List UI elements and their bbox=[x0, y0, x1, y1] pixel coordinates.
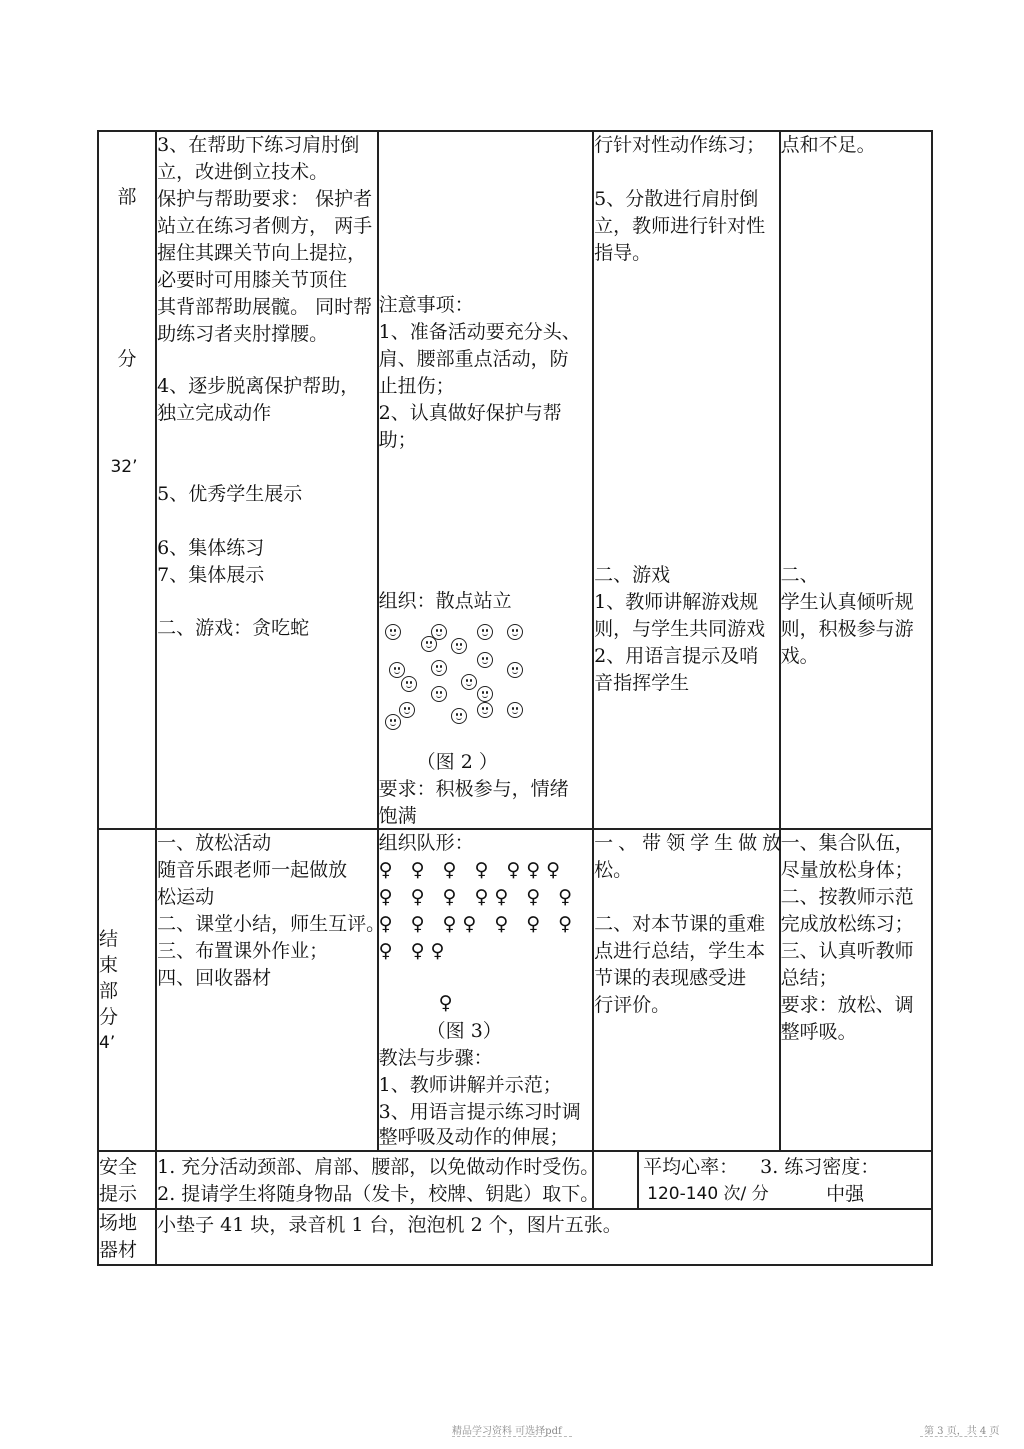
teacher-line: 立，教师进行针对性 bbox=[594, 215, 766, 237]
ending-content-cell bbox=[156, 829, 386, 1151]
content-line: 立，改进倒立技术。 bbox=[157, 161, 329, 183]
smiley-icon bbox=[399, 702, 415, 718]
student-line: 整呼吸。 bbox=[780, 1021, 857, 1043]
content-line: 握住其踝关节向上提拉， bbox=[157, 242, 367, 264]
student-line: 要求：放松、调 bbox=[780, 994, 914, 1016]
requirement-line: 饱满 bbox=[378, 805, 417, 827]
footer-page-number: 第 3 页，共 4 页 bbox=[924, 1426, 1000, 1437]
basic-label-1: 部 bbox=[117, 186, 137, 208]
smiley-icon bbox=[477, 702, 493, 718]
heart-rate-value: 120-140 次/ 分 bbox=[647, 1184, 769, 1204]
equipment-row bbox=[98, 1209, 932, 1265]
heart-rate-label: 平均心率： bbox=[643, 1156, 739, 1178]
content-line: 二、游戏：贪吃蛇 bbox=[157, 617, 310, 639]
content-line: 随音乐跟老师一起做放 bbox=[157, 859, 348, 881]
teacher-line: 节课的表现感受进 bbox=[594, 967, 747, 989]
requirement-line: 要求：积极参与，情绪 bbox=[378, 778, 569, 800]
smiley-icon bbox=[461, 674, 477, 690]
equipment-label bbox=[98, 1209, 156, 1265]
teacher-line: 一、带领学生做放 bbox=[594, 832, 787, 854]
content-line: 5、优秀学生展示 bbox=[157, 483, 303, 505]
figure-3-caption: （图 3） bbox=[426, 1020, 502, 1042]
lesson-plan-table bbox=[97, 130, 933, 1266]
smiley-icon bbox=[421, 636, 437, 652]
basic-part-label bbox=[98, 131, 156, 829]
teacher-line: 则，与学生共同游戏 bbox=[594, 618, 766, 640]
teacher-line: 1、教师讲解游戏规 bbox=[594, 591, 759, 613]
teacher-line: 二、游戏 bbox=[594, 564, 671, 586]
teacher-line: 行针对性动作练习； bbox=[594, 134, 766, 156]
smiley-icon bbox=[477, 652, 493, 668]
method-line: 教法与步骤： bbox=[378, 1047, 493, 1069]
content-line: 二、课堂小结，师生互评。 bbox=[157, 913, 386, 935]
basic-part-row bbox=[98, 131, 932, 829]
teacher-line: 5、分散进行肩肘倒 bbox=[594, 188, 759, 210]
basic-label-2: 分 bbox=[117, 348, 137, 370]
content-line: 保护与帮助要求： 保护者 bbox=[157, 188, 373, 210]
smiley-icon bbox=[401, 676, 417, 692]
scatter-formation-figure bbox=[379, 622, 594, 732]
content-line: 独立完成动作 bbox=[157, 402, 272, 424]
org-line: 肩、腰部重点活动，防 bbox=[378, 348, 569, 370]
teacher-line: 行评价。 bbox=[594, 994, 671, 1016]
teacher-line: 松。 bbox=[594, 859, 633, 881]
content-line: 三、布置课外作业； bbox=[157, 940, 329, 962]
student-line: 点和不足。 bbox=[780, 134, 876, 156]
smiley-icon bbox=[507, 624, 523, 640]
formation-row: ♀ ♀ ♀ ♀♀ ♀ ♀ bbox=[378, 886, 579, 908]
ending-teacher-cell bbox=[593, 829, 787, 1151]
student-line: 尽量放松身体； bbox=[780, 859, 914, 881]
teacher-line: 二、对本节课的重难 bbox=[594, 913, 766, 935]
method-line: 3、用语言提示练习时调 bbox=[378, 1101, 581, 1123]
safety-item: 1. 充分活动颈部、肩部、腰部，以免做动作时受伤。 bbox=[157, 1156, 600, 1178]
equipment-text: 小垫子 41 块，录音机 1 台，泡泡机 2 个，图片五张。 bbox=[157, 1214, 622, 1236]
ending-label-5: 4’ bbox=[99, 1033, 116, 1053]
safety-item: 2. 提请学生将随身物品（发卡，校牌、钥匙）取下。 bbox=[157, 1183, 600, 1205]
formation-row: ♀ ♀ ♀♀ ♀ ♀ ♀ bbox=[378, 913, 579, 935]
student-line: 三、认真听教师 bbox=[780, 940, 914, 962]
student-line: 二、按教师示范 bbox=[780, 886, 914, 908]
smiley-icon bbox=[507, 702, 523, 718]
org-line: 助； bbox=[378, 429, 417, 451]
method-line: 1、教师讲解并示范； bbox=[378, 1074, 562, 1096]
smiley-icon bbox=[385, 624, 401, 640]
content-line: 必要时可用膝关节顶住 bbox=[157, 269, 348, 291]
ending-label-3: 部 bbox=[99, 980, 119, 1002]
ending-organization-cell bbox=[378, 829, 594, 1151]
smiley-icon bbox=[431, 660, 447, 676]
formation-row: ♀ ♀♀ bbox=[378, 940, 451, 962]
ending-student-cell bbox=[780, 829, 932, 1151]
content-line: 7、集体展示 bbox=[157, 564, 265, 586]
org-line: 注意事项： bbox=[378, 294, 474, 316]
smiley-icon bbox=[507, 662, 523, 678]
figure-2-caption: （图 2 ） bbox=[416, 751, 498, 773]
formation-title: 组织队形： bbox=[378, 832, 474, 854]
safety-label bbox=[98, 1151, 156, 1209]
ending-part-label bbox=[98, 829, 156, 1151]
smiley-icon bbox=[385, 714, 401, 730]
basic-teacher-cell bbox=[593, 131, 779, 829]
student-line: 学生认真倾听规 bbox=[780, 591, 914, 613]
basic-content-cell bbox=[156, 131, 378, 829]
density-cell bbox=[593, 1151, 932, 1209]
student-line: 完成放松练习； bbox=[780, 913, 914, 935]
safety-items-cell bbox=[156, 1151, 769, 1209]
method-line: 整呼吸及动作的伸展； bbox=[378, 1126, 569, 1148]
ending-label-2: 束 bbox=[99, 954, 119, 976]
footer-left-note: 精品学习资料 可选择pdf bbox=[452, 1426, 562, 1437]
org-line: 组织：散点站立 bbox=[378, 590, 512, 612]
smiley-icon bbox=[477, 686, 493, 702]
content-line: 松运动 bbox=[157, 886, 215, 908]
student-line: 二、 bbox=[780, 564, 819, 586]
org-line: 2、认真做好保护与帮 bbox=[378, 402, 562, 424]
student-line: 戏。 bbox=[780, 645, 819, 667]
content-line: 助练习者夹肘撑腰。 bbox=[157, 323, 329, 345]
smiley-icon bbox=[477, 624, 493, 640]
teacher-position-marker: ♀ bbox=[438, 992, 453, 1014]
org-line: 1、准备活动要充分头、 bbox=[378, 321, 581, 343]
footer-dash-line bbox=[452, 1436, 572, 1437]
teacher-line: 指导。 bbox=[594, 242, 652, 264]
teacher-line: 2、用语言提示及哨 bbox=[594, 645, 759, 667]
ending-part-row bbox=[98, 829, 932, 1151]
footer-dash-line bbox=[920, 1436, 992, 1437]
content-line: 四、回收器材 bbox=[157, 967, 272, 989]
content-line: 6、集体练习 bbox=[157, 537, 265, 559]
equipment-label-line: 器材 bbox=[99, 1239, 138, 1261]
formation-row: ♀ ♀ ♀ ♀ ♀♀♀ bbox=[378, 859, 567, 881]
teacher-line: 音指挥学生 bbox=[594, 672, 690, 694]
content-line: 3、在帮助下练习肩肘倒 bbox=[157, 134, 360, 156]
teacher-line: 点进行总结，学生本 bbox=[594, 940, 766, 962]
content-line: 站立在练习者侧方， 两手 bbox=[157, 215, 373, 237]
density-value: 中强 bbox=[826, 1183, 865, 1205]
smiley-icon bbox=[389, 662, 405, 678]
density-label: 3. 练习密度： bbox=[760, 1156, 880, 1178]
safety-label-line: 安全 bbox=[99, 1156, 138, 1178]
smiley-icon bbox=[451, 638, 467, 654]
safety-row bbox=[98, 1151, 932, 1209]
basic-label-3: 32’ bbox=[110, 457, 138, 477]
student-line: 一、集合队伍， bbox=[780, 832, 914, 854]
smiley-icon bbox=[451, 708, 467, 724]
ending-label-4: 分 bbox=[99, 1006, 119, 1028]
content-line: 4、逐步脱离保护帮助， bbox=[157, 375, 360, 397]
equipment-text-cell bbox=[156, 1209, 932, 1265]
content-line: 其背部帮助展髋。 同时帮 bbox=[157, 296, 373, 318]
ending-label-1: 结 bbox=[99, 928, 119, 950]
safety-label-line: 提示 bbox=[99, 1183, 138, 1205]
basic-organization-cell bbox=[378, 131, 594, 829]
student-line: 总结； bbox=[780, 967, 838, 989]
equipment-label-line: 场地 bbox=[99, 1212, 138, 1234]
student-line: 则，积极参与游 bbox=[780, 618, 914, 640]
smiley-icon bbox=[431, 686, 447, 702]
content-line: 一、放松活动 bbox=[157, 832, 272, 854]
basic-student-cell bbox=[780, 131, 932, 829]
org-line: 止扭伤； bbox=[378, 375, 455, 397]
